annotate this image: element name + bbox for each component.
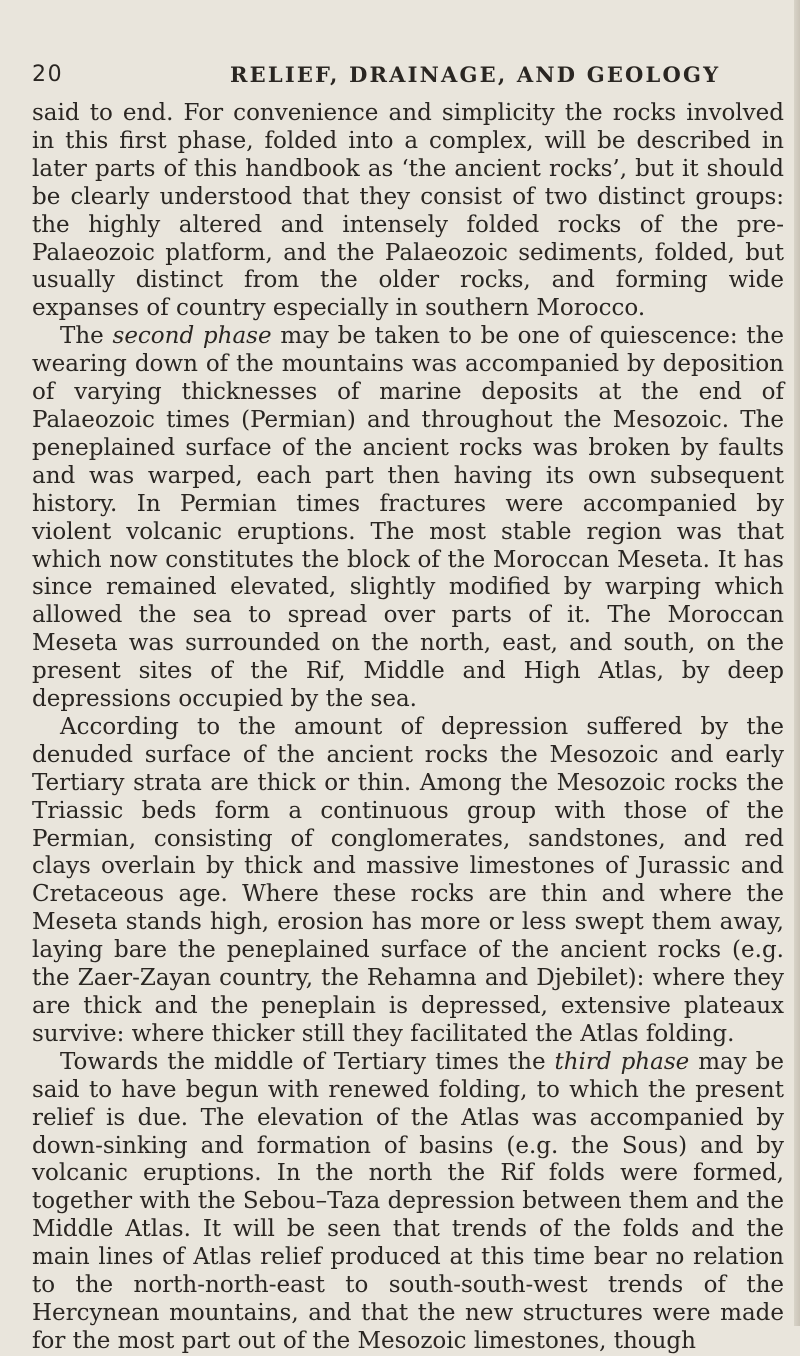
- body-text: [32, 100, 784, 1356]
- page-number: 20: [32, 62, 64, 87]
- paragraph-3: [32, 714, 784, 1049]
- emphasis-third-phase: third phase: [554, 1048, 690, 1075]
- emphasis-second-phase: second phase: [112, 323, 272, 350]
- paragraph-text: may be said to have begun with renewed folding, to which the present relief is due. The elevation of the Atlas was accompanied by down-sinking and formation of basins (e.g. the Sous) and by volcanic eruptions. In the north the Rif folds were formed, together with the Sebou–Taza depression between them and the Middle Atlas. It will be seen that trends of the folds and the main lines of Atlas relief produced at this time bear no relation to the north-north-east to south-south-west trends of the Hercynean mountains, and that the new structures were made for the most part out of the Mesozoic limestones, though: [32, 1048, 784, 1354]
- paragraph-4: [32, 1049, 784, 1356]
- paragraph-text: may be taken to be one of quiescence: the wearing down of the mountains was accompanied by deposition of varying thicknesses of marine deposits at the end of Palaeozoic times (Permian) and throughout the Mesozoic. The peneplained surface of the ancient rocks was broken by faults and was warped, each part then having its own subsequent history. In Permian times fractures were accompanied by violent volcanic eruptions. The most stable region was that which now constitutes the block of the Moroccan Meseta. It has since remained elevated, slightly modified by warping which allowed the sea to spread over parts of it. The Moroccan Meseta was surrounded on the north, east, and south, on the present sites of the Rif, Middle and High Atlas, by deep depressions occupied by the sea.: [32, 323, 785, 713]
- page-edge: [794, 0, 800, 1326]
- paragraph-text: According to the amount of depression suffered by the denuded surface of the ancient rocks the Mesozoic and early Tertiary strata are thick or thin. Among the Mesozoic rocks the Triassic beds form a continuous group with those of the Permian, consisting of conglomerates, sandstones, and red clays overlain by thick and massive limestones of Jurassic and Cretaceous age. Where these rocks are thin and where the Meseta stands high, erosion has more or less swept them away, laying bare the peneplained surface of the ancient rocks (e.g. the Zaer-Zayan country, the Rehamna and Djebilet): where they are thick and the peneplain is depressed, extensive plateaux survive: where thicker still they facilitated the Atlas folding.: [32, 713, 784, 1047]
- running-head: [32, 62, 772, 94]
- running-head-title: RELIEF, DRAINAGE, AND GEOLOGY: [230, 62, 721, 87]
- paragraph-text: said to end. For convenience and simplicity the rocks involved in this first phase, folded into a complex, will be described in later parts of this handbook as ‘the ancient rocks’, but it should be clearly understood that they consist of two distinct groups: the highly altered and intensely folded rocks of the pre-Palaeozoic platform, and the Palaeozoic sediments, folded, but usually distinct from the older rocks, and forming wide expanses of country especially in southern Morocco.: [32, 100, 784, 322]
- paragraph-lead: Towards the middle of Tertiary times the: [60, 1048, 555, 1075]
- paragraph-1: [32, 100, 784, 323]
- paragraph-lead: The: [60, 323, 113, 350]
- paragraph-2: [32, 323, 784, 714]
